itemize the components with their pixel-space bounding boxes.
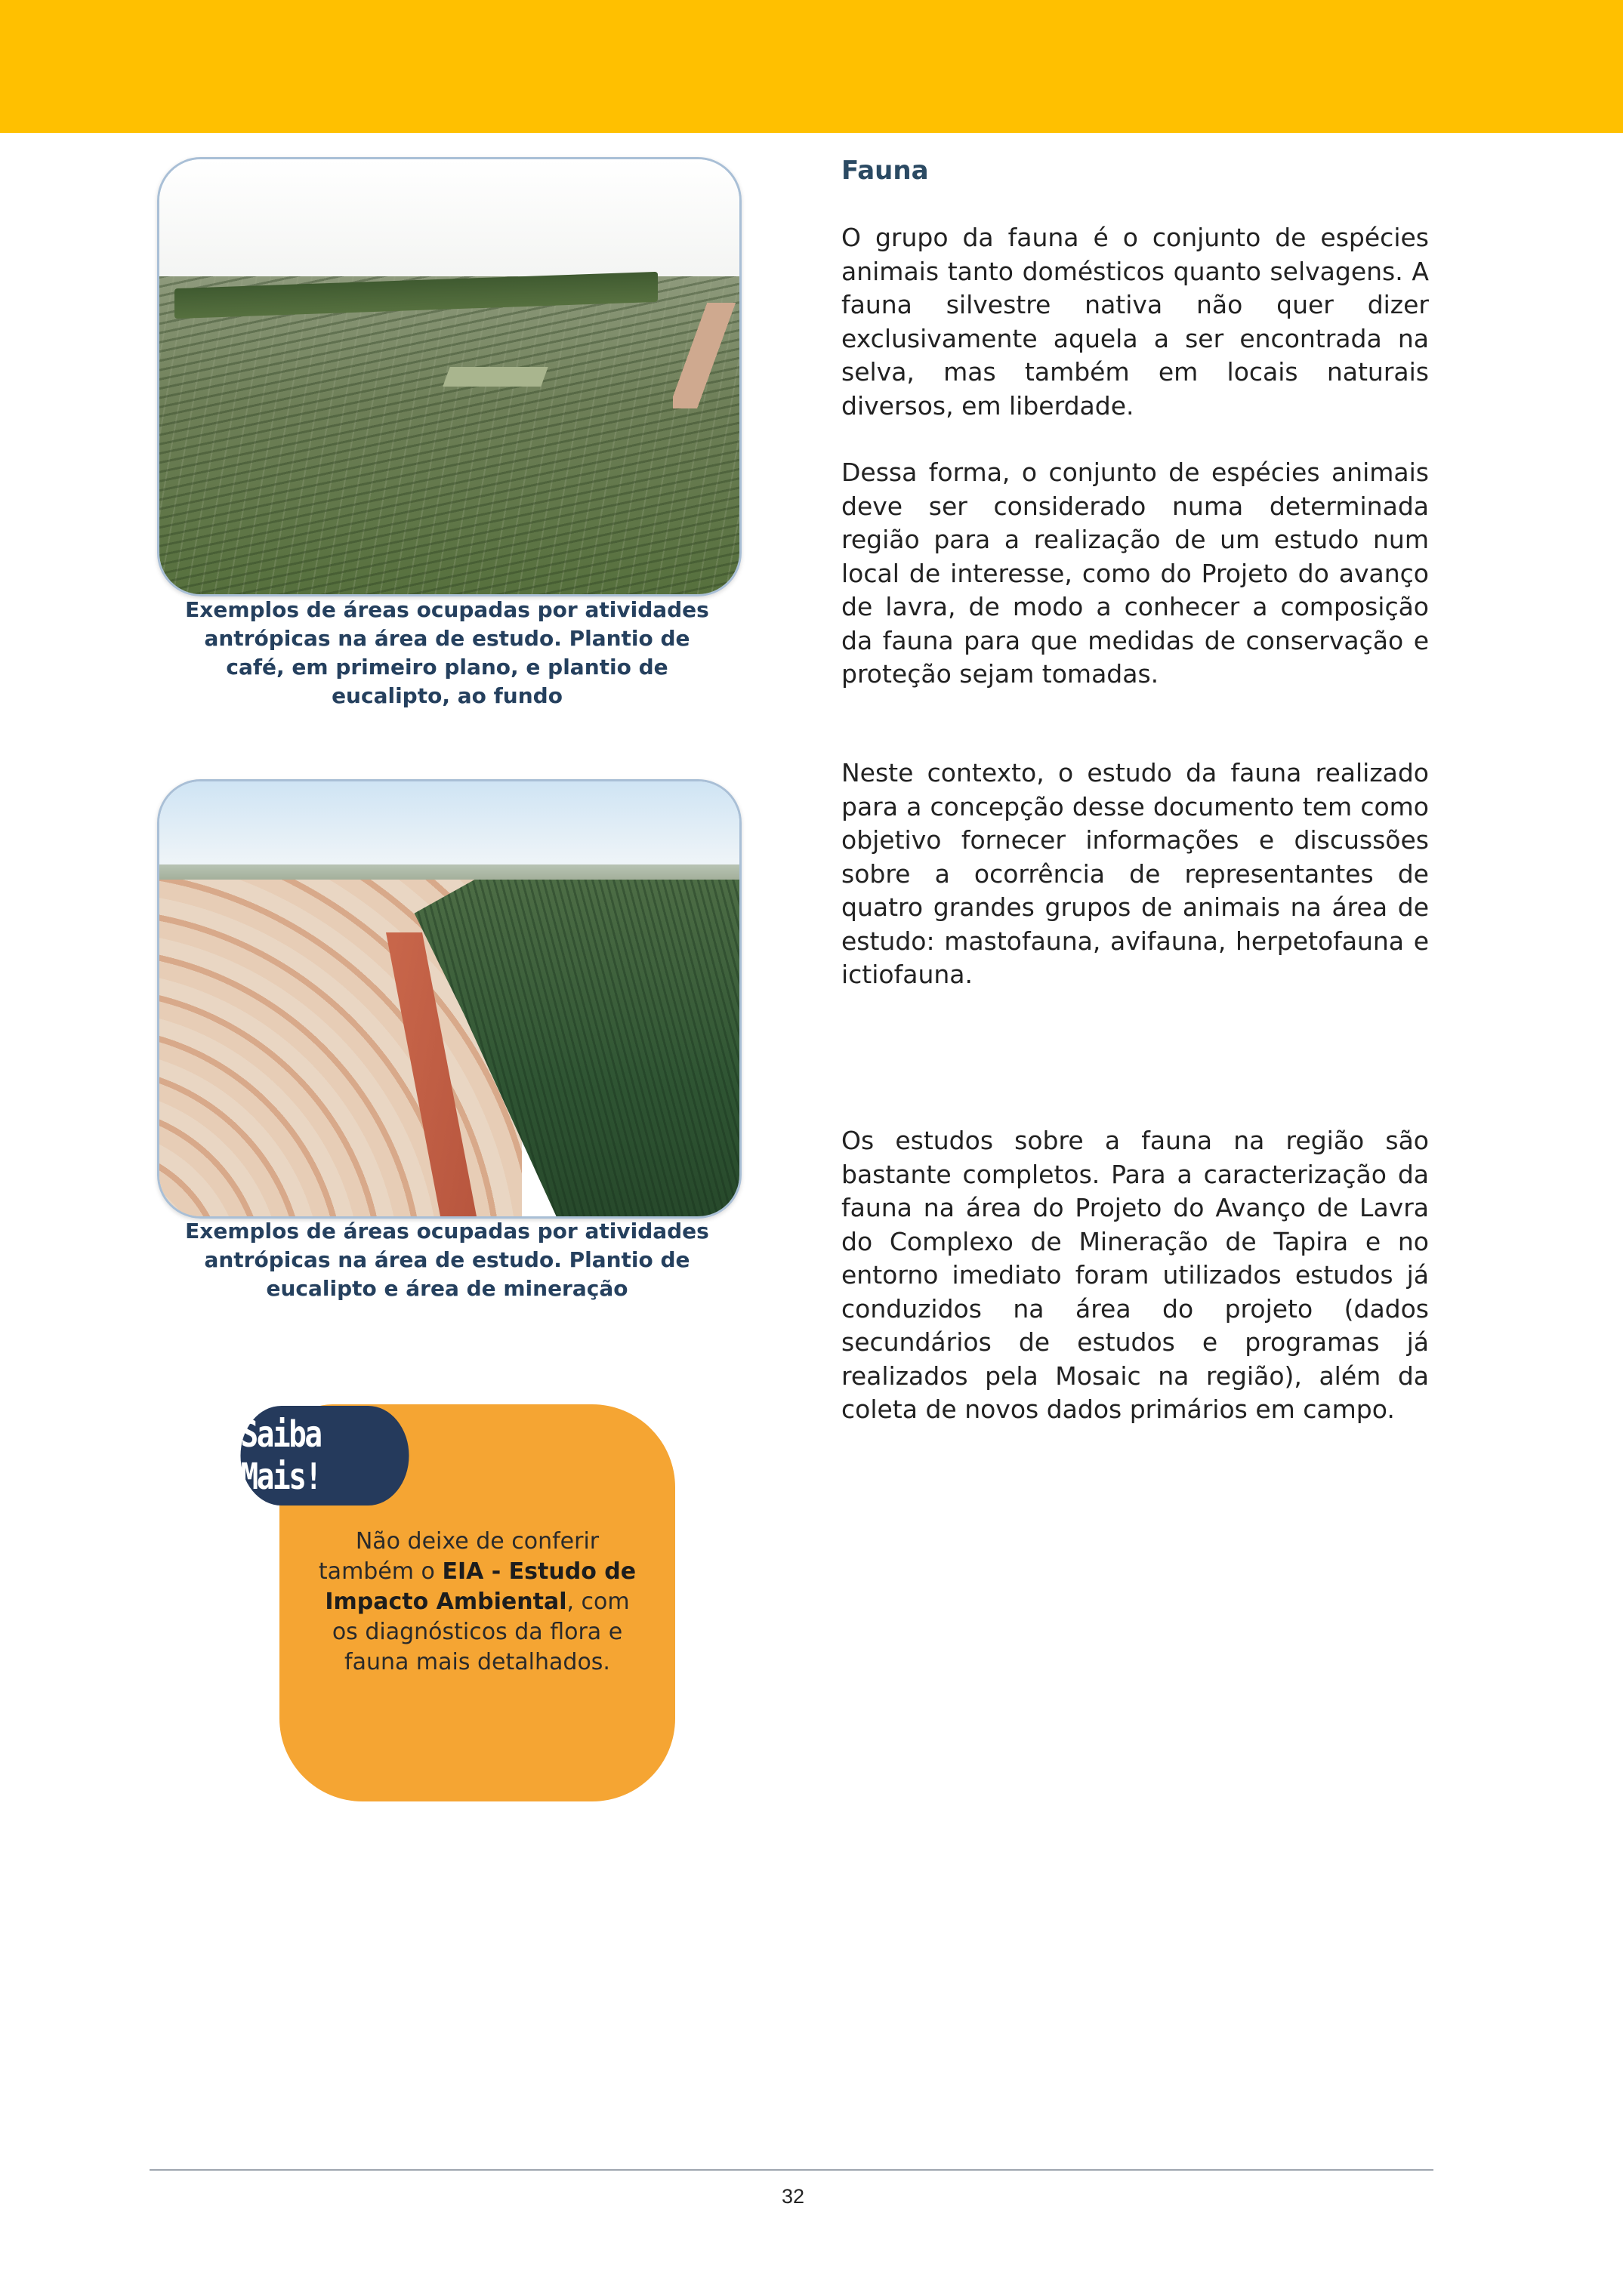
- saiba-mais-badge: [240, 1406, 409, 1505]
- saiba-mais-eia-link-text: EIA - Estudo de Impacto Ambiental: [325, 1558, 637, 1615]
- saiba-mais-label: Saiba Mais!: [240, 1413, 321, 1498]
- saiba-mais-text-end: , com os diagnósticos da flora e fauna mais detalhados.: [332, 1589, 630, 1675]
- paragraph: Os estudos sobre a fauna na região são bastante completos. Para a caracterização da fauna na área do Projeto do Avanço de Lavra do Complexo de Mineração de Tapira e no entorno imediato foram utilizados estudos já conduzidos na área do projeto (dados secundários de estudos e programas já realizados pela Mosaic na região), além da coleta de novos dados primários em campo.: [841, 1126, 1429, 1424]
- saiba-mais-text: [317, 1527, 637, 1678]
- photo-eucalyptus-mining-area: [157, 779, 742, 1219]
- photo-road: [673, 303, 742, 408]
- photo-sky: [159, 159, 739, 284]
- page-number: 32: [781, 2185, 805, 2208]
- header-band: [0, 0, 1623, 133]
- paragraph: O grupo da fauna é o conjunto de espécies animais tanto domésticos quanto selvagens. A fauna silvestre nativa não quer dizer exclusivamente aquela a ser encontrada na selva, mas também em locais naturais diversos, em liberdade.: [841, 223, 1429, 421]
- paragraph: Dessa forma, o conjunto de espécies animais deve ser considerado numa determinada região para a realização de um estudo num local de interesse, como do Projeto do avanço de lavra, de modo a conhecer a composição da fauna para que medidas de conservação e proteção sejam tomadas.: [841, 458, 1429, 689]
- photo-field: [159, 276, 739, 594]
- paragraph: Neste contexto, o estudo da fauna realizado para a concepção desse documento tem como objetivo fornecer informações e discussões sobre a ocorrência de representantes de quatro grandes grupos de animais na área de estudo: mastofauna, avifauna, herpetofauna e ictiofauna.: [841, 758, 1429, 989]
- photo-sky: [159, 781, 739, 872]
- photo-coffee-eucalyptus-plantation: [157, 157, 742, 596]
- saiba-mais-text-start: Não deixe de conferir também o: [318, 1528, 600, 1585]
- section-heading: Fauna: [841, 156, 929, 186]
- photo-caption: Exemplos de áreas ocupadas por atividades antrópicas na área de estudo. Plantio de café, em primeiro plano, e plantio de eucalipto, ao fundo: [185, 597, 709, 708]
- photo-clearing: [443, 367, 548, 387]
- photo-caption: Exemplos de áreas ocupadas por atividades antrópicas na área de estudo. Plantio de eucalipto e área de mineração: [185, 1219, 709, 1301]
- footer-divider: [150, 2169, 1433, 2171]
